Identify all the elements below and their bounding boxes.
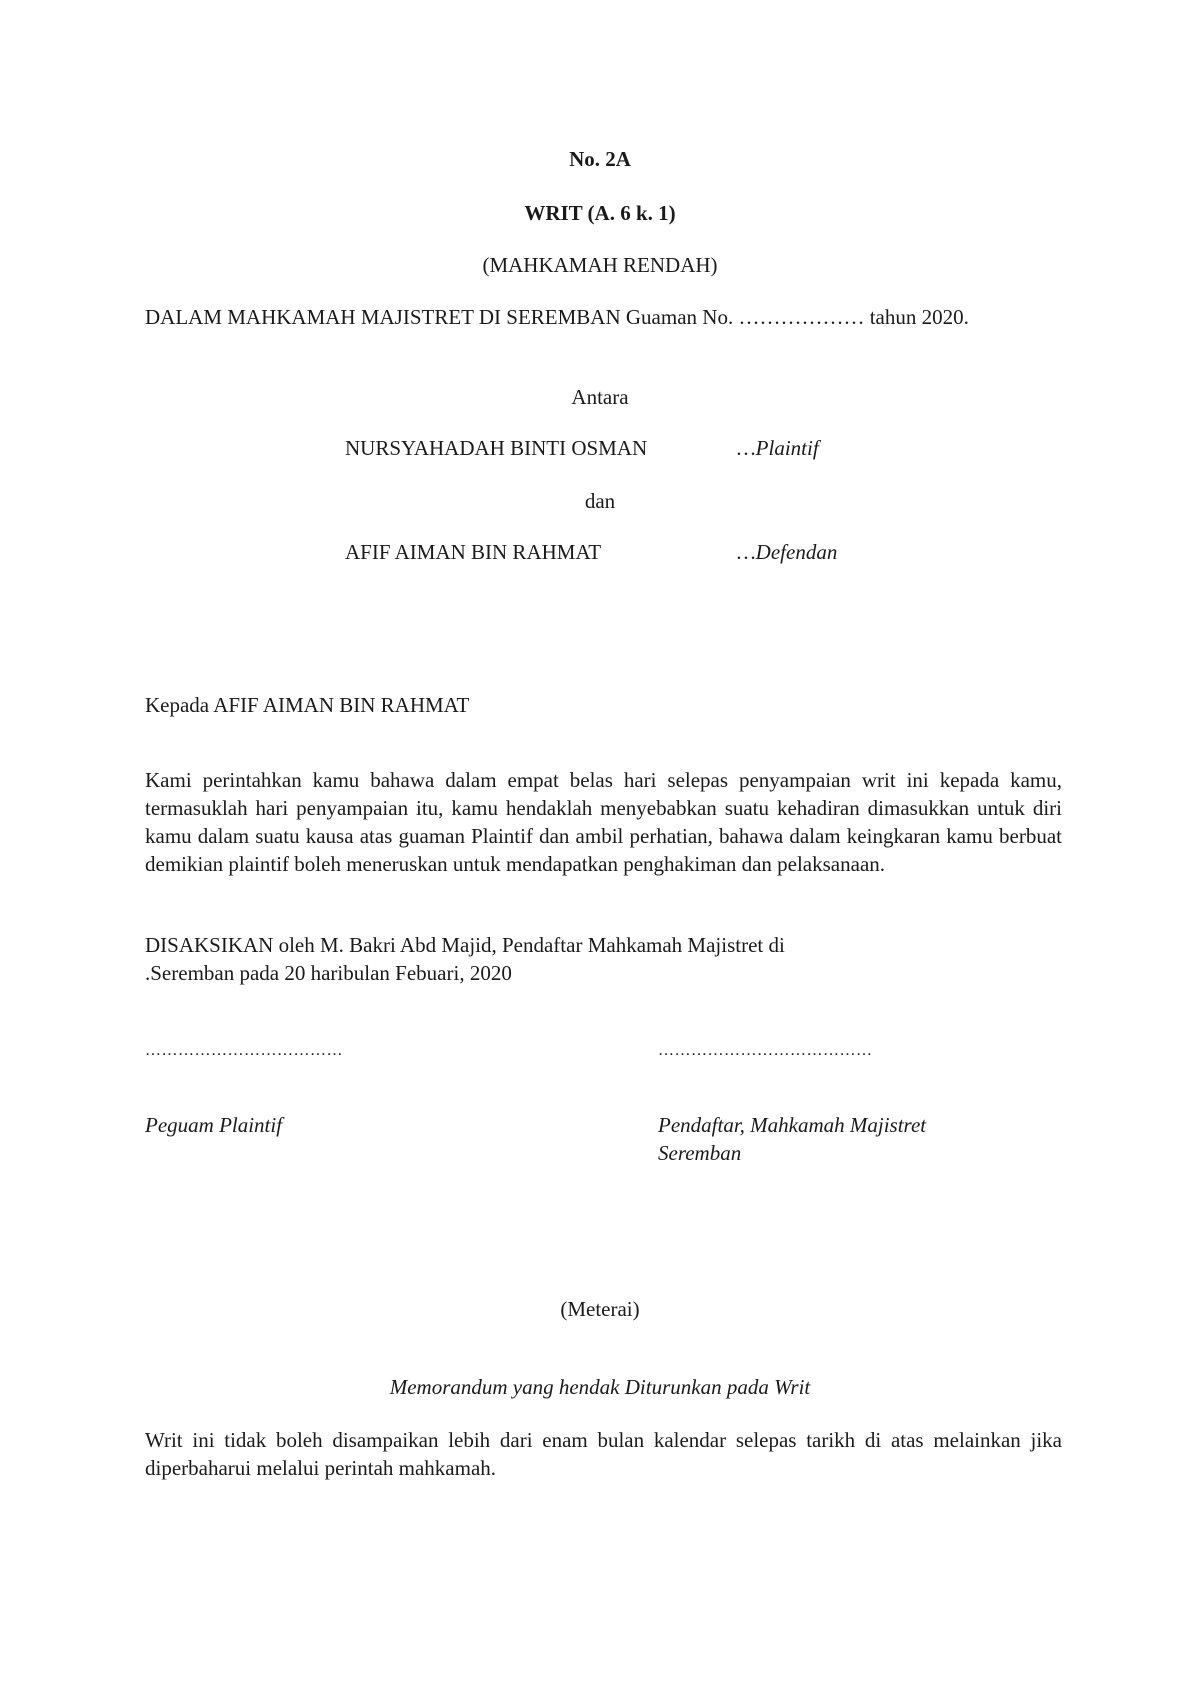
registrar-label-line-2: Seremban — [658, 1141, 742, 1165]
command-paragraph: Kami perintahkan kamu bahawa dalam empat belas hari selepas penyampaian writ ini kepada kamu, termasuklah hari penyampaian itu, kamu hendaklah menyebabkan suatu kehadiran dimasukkan untuk diri kamu dalam suatu kausa atas guaman Plaintif dan ambil perhatian, bahawa dalam keingkaran kamu berbuat demikian plaintif boleh meneruskan untuk mendapatkan penghakiman dan pelaksanaan. — [145, 768, 1062, 876]
right-signature-line: ………………………………… — [658, 1042, 873, 1059]
memorandum-title: Memorandum yang hendak Diturunkan pada Writ — [389, 1375, 811, 1399]
left-signature-line: ……………………………… — [145, 1042, 343, 1059]
court-level-heading: (MAHKAMAH RENDAH) — [482, 253, 718, 277]
defendant-name: AFIF AIMAN BIN RAHMAT — [345, 540, 602, 564]
writ-title: WRIT (A. 6 k. 1) — [524, 201, 676, 225]
plaintiff-role: …Plaintif — [737, 436, 819, 460]
between-label: Antara — [571, 385, 629, 409]
witnessed-line-1: DISAKSIKAN oleh M. Bakri Abd Majid, Pendaftar Mahkamah Majistret di — [145, 933, 785, 957]
form-number: No. 2A — [569, 147, 631, 171]
addressee-line: Kepada AFIF AIMAN BIN RAHMAT — [145, 693, 470, 717]
seal-label: (Meterai) — [560, 1297, 640, 1321]
witnessed-line-2: .Seremban pada 20 haribulan Febuari, 2020 — [145, 961, 512, 985]
and-label: dan — [584, 489, 616, 513]
registrar-label-line-1: Pendaftar, Mahkamah Majistret — [658, 1113, 927, 1137]
memorandum-text: Writ ini tidak boleh disampaikan lebih dari enam bulan kalendar selepas tarikh di atas melainkan jika diperbaharui melalui perintah mahkamah. — [145, 1428, 1062, 1480]
defendant-role: …Defendan — [737, 540, 838, 564]
plaintiff-counsel-label: Peguam Plaintif — [145, 1113, 283, 1137]
court-suit-line: DALAM MAHKAMAH MAJISTRET DI SEREMBAN Guaman No. ……………… tahun 2020. — [145, 305, 969, 329]
plaintiff-row — [0, 436, 1200, 464]
plaintiff-name: NURSYAHADAH BINTI OSMAN — [345, 436, 648, 460]
defendant-row — [0, 540, 1200, 568]
